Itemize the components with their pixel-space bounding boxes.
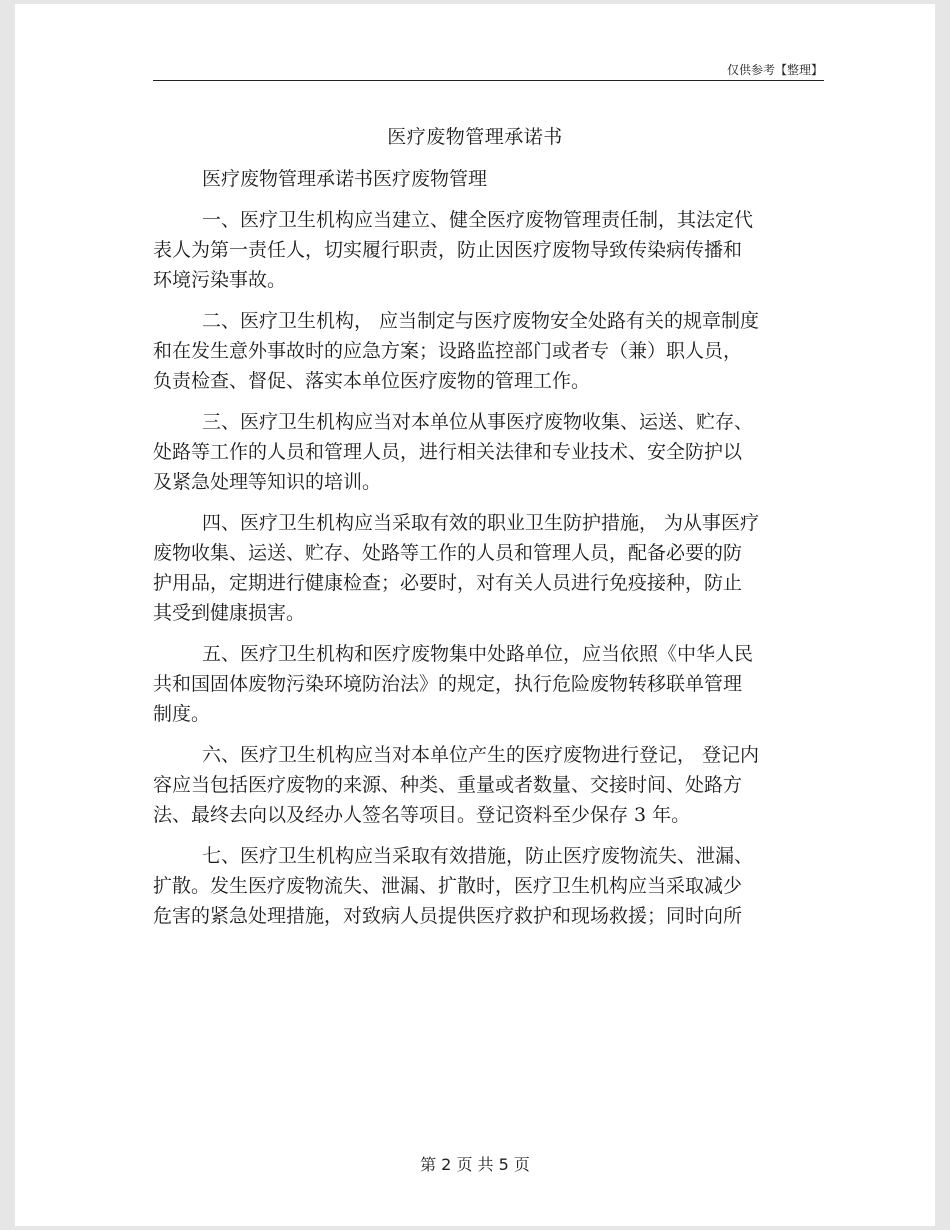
paragraph-line: 三、医疗卫生机构应当对本单位从事医疗废物收集、运送、贮存、 <box>202 411 754 433</box>
paragraph-line: 七、医疗卫生机构应当采取有效措施，防止医疗废物流失、泄漏、 <box>202 845 754 867</box>
paragraph-line: 二、医疗卫生机构， 应当制定与医疗废物安全处路有关的规章制度 <box>202 310 760 332</box>
document-lead: 医疗废物管理承诺书医疗废物管理 <box>202 168 488 190</box>
paragraph-6 <box>153 740 833 830</box>
paragraph-line: 表人为第一责任人，切实履行职责，防止因医疗废物导致传染病传播和 <box>153 239 743 261</box>
paragraph-line: 环境污染事故。 <box>153 269 287 291</box>
paragraph-line: 一、医疗卫生机构应当建立、健全医疗废物管理责任制，其法定代 <box>202 209 754 231</box>
paragraph-line: 废物收集、运送、贮存、处路等工作的人员和管理人员，配备必要的防 <box>153 542 743 564</box>
document-body <box>153 205 833 942</box>
paragraph-line: 及紧急处理等知识的培训。 <box>153 471 382 493</box>
document-title: 医疗废物管理承诺书 <box>387 126 563 148</box>
paragraph-line: 四、医疗卫生机构应当采取有效的职业卫生防护措施， 为从事医疗 <box>202 512 760 534</box>
page-number: 第 2 页 共 5 页 <box>420 1155 530 1174</box>
paragraph-line: 负责检查、督促、落实本单位医疗废物的管理工作。 <box>153 370 591 392</box>
paragraph-line: 容应当包括医疗废物的来源、种类、重量或者数量、交接时间、处路方 <box>153 774 743 796</box>
paragraph-line: 六、医疗卫生机构应当对本单位产生的医疗废物进行登记， 登记内 <box>202 744 760 766</box>
paragraph-line: 法、最终去向以及经办人签名等项目。登记资料至少保存 3 年。 <box>153 804 691 826</box>
paragraph-1 <box>153 205 833 295</box>
paragraph-line: 护用品，定期进行健康检查；必要时，对有关人员进行免疫接种，防止 <box>153 572 743 594</box>
paragraph-3 <box>153 407 833 497</box>
paragraph-2 <box>153 306 833 396</box>
paragraph-line: 制度。 <box>153 703 211 725</box>
paragraph-line: 危害的紧急处理措施，对致病人员提供医疗救护和现场救援；同时向所 <box>153 905 743 927</box>
paragraph-line: 共和国固体废物污染环境防治法》的规定，执行危险废物转移联单管理 <box>153 673 743 695</box>
paragraph-5 <box>153 639 833 729</box>
paragraph-line: 扩散。发生医疗废物流失、泄漏、扩散时，医疗卫生机构应当采取减少 <box>153 875 743 897</box>
paragraph-4 <box>153 508 833 628</box>
paragraph-7 <box>153 841 833 931</box>
paragraph-line: 和在发生意外事故时的应急方案；设路监控部门或者专（兼）职人员， <box>153 340 743 362</box>
document-page <box>15 4 935 1226</box>
header-rule <box>153 80 824 81</box>
paragraph-line: 五、医疗卫生机构和医疗废物集中处路单位，应当依照《中华人民 <box>202 643 754 665</box>
header-note: 仅供参考【整理】 <box>726 63 823 77</box>
paragraph-line: 处路等工作的人员和管理人员，进行相关法律和专业技术、安全防护以 <box>153 441 743 463</box>
paragraph-line: 其受到健康损害。 <box>153 602 306 624</box>
